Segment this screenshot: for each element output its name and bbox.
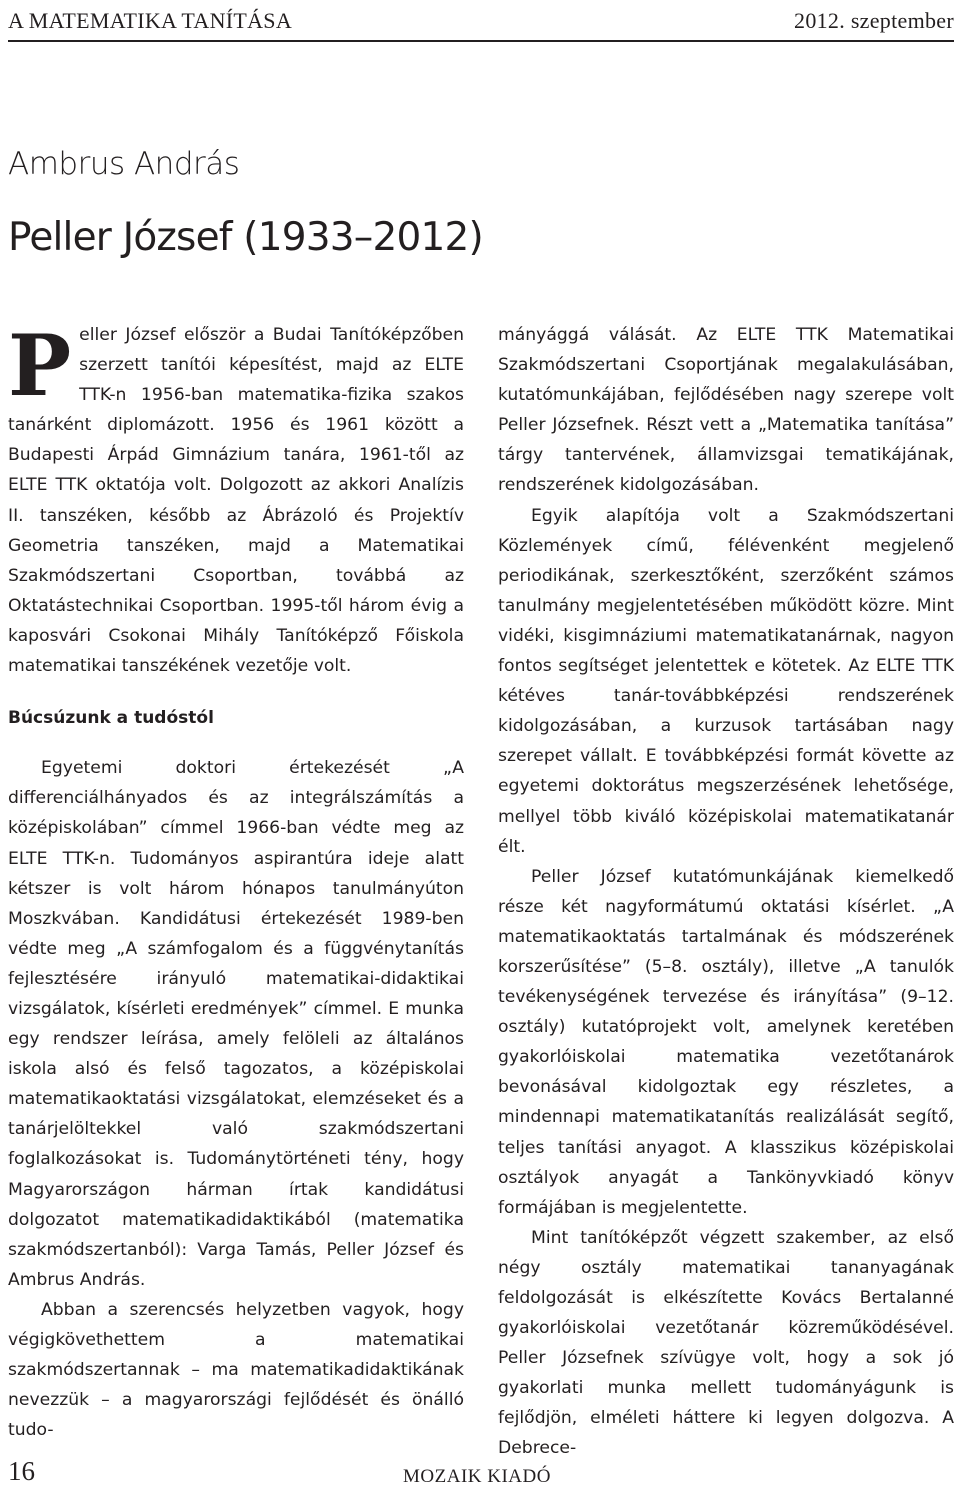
body-paragraph: Egyetemi doktori értekezését „A differenciálhányados és az integrálszámítás a középiskolában” címmel 1966-ban védte meg az ELTE TTK-n. Tudományos aspirantúra ideje alatt kétszer is volt három hónapos tanulmányúton Moszkvában. Kandidátusi értekezését 1989-ben védte meg „A számfogalom és a függvénytanítás fejlesztésére irányuló matematikai-didaktikai vizsgálatok, kísérleti eredmények” címmel. E munka egy rendszer leírása, amely felöleli az általános iskola alsó és felső tagozatos, a középiskolai matematikaoktatási vizsgálatokat, elemzéseket és a tanárjelöltekkel való szakmódszertani foglalkozásokat is. Tudománytörténeti tény, hogy Magyarországon hárman írtak kandidátusi dolgozatot matematikadidaktikából (matematika szakmódszertanból): Varga Tamás, Peller József és Ambrus András. (8, 758, 464, 1290)
section-heading: Búcsúzunk a tudóstól (8, 708, 214, 729)
body-paragraph-continued: mányággá válását. Az ELTE TTK Matematikai Szakmódszertani Csoportjának megalakulásában, kutatómunkájában, fejlődésében nagy szerepe volt Peller Józsefnek. Részt vett a „Matematika tanítása” tárgy tantervének, államvizsgai tematikájának, rendszerének kidolgozásában. (498, 325, 954, 496)
body-paragraph: Mint tanítóképzőt végzett szakember, az első négy osztály matematikai tananyagának feldolgozását is elkészítette Kovács Bertalanné gyakorlóiskolai vezetőtanár közreműködésével. Peller Józsefnek szívügye volt, hogy a sok jó gyakorlati munka mellett tudományágunk is fejlődjön, elméleti háttere ki legyen dolgozva. A Debrece- (498, 1227, 954, 1459)
intro-text: eller József először a Budai Tanítóképzőben szerzett tanítói képesítést, majd az ELTE TTK-n 1956-ban matematika-fizika szakos tanárként diplomázott. 1956 és 1961 között a Budapesti Árpád Gimnázium tanára, 1961-től az ELTE TTK oktatója volt. Dolgozott az akkori Analízis II. tanszéken, később az Ábrázoló és Projektív Geometria tanszéken, majd a Matematikai Szakmódszertani Csoportban, továbbá az Oktatástechnikai Csoportban. 1995-től három évig a kaposvári Csokonai Mihály Tanítóképző Főiskola matematikai tanszékének vezetője volt. (8, 325, 464, 677)
drop-cap: P (8, 316, 72, 415)
right-column (498, 320, 954, 1464)
page-number: 16 (8, 1456, 35, 1486)
left-column (8, 316, 464, 1445)
body-paragraph: Egyik alapítója volt a Szakmódszertani Közlemények című, félévenként megjelenő periodikának, szerkesztőként, szerzőként számos tanulmány megjelentetésében működött közre. Mint vidéki, kisgimnáziumi matematikatanárnak, nagyon fontos segítséget jelentettek e kötetek. Az ELTE TTK kétéves tanár-továbbképzési rendszerének kidolgozásában, a kurzusok tartásában nagy szerepet vállalt. E továbbképzési formát követte az egyetemi doktorátus megszerzésének lehetősége, mellyel több kiváló középiskolai matematikatanár élt. (498, 505, 954, 857)
running-header (8, 4, 954, 42)
intro-paragraph (8, 316, 464, 681)
publisher-name: MOZAIK KIADÓ (403, 1466, 551, 1487)
body-paragraph: Abban a szerencsés helyzetben vagyok, hogy végigkövethettem a matematikai szakmódszertannak – ma matematikadidaktikának nevezzük – a magyarországi fejlődését és önálló tudo- (8, 1299, 464, 1441)
body-paragraph: Peller József kutatómunkájának kiemelkedő része két nagyformátumú oktatási kísérlet. „A matematikaoktatás tartalmának és módszerének korszerűsítése” (5–8. osztály), illetve „A tanulók tevékenységének tervezése és irányítása” (9–12. osztály) kutatóprojekt volt, amelynek keretében gyakorlóiskolai matematika vezetőtanárok bevonásával kidolgoztak egy részletes, a mindennapi matematikatanítás realizálását segítő, teljes tanítási anyagot. A klasszikus középiskolai osztályok anyagát a Tankönyvkiadó könyv formájában is megjelentette. (498, 866, 954, 1218)
issue-date: 2012. szeptember (794, 8, 954, 33)
article-title: Peller József (1933–2012) (8, 215, 483, 260)
article-author: Ambrus András (8, 146, 240, 182)
journal-title: A MATEMATIKA TANÍTÁSA (8, 8, 293, 33)
